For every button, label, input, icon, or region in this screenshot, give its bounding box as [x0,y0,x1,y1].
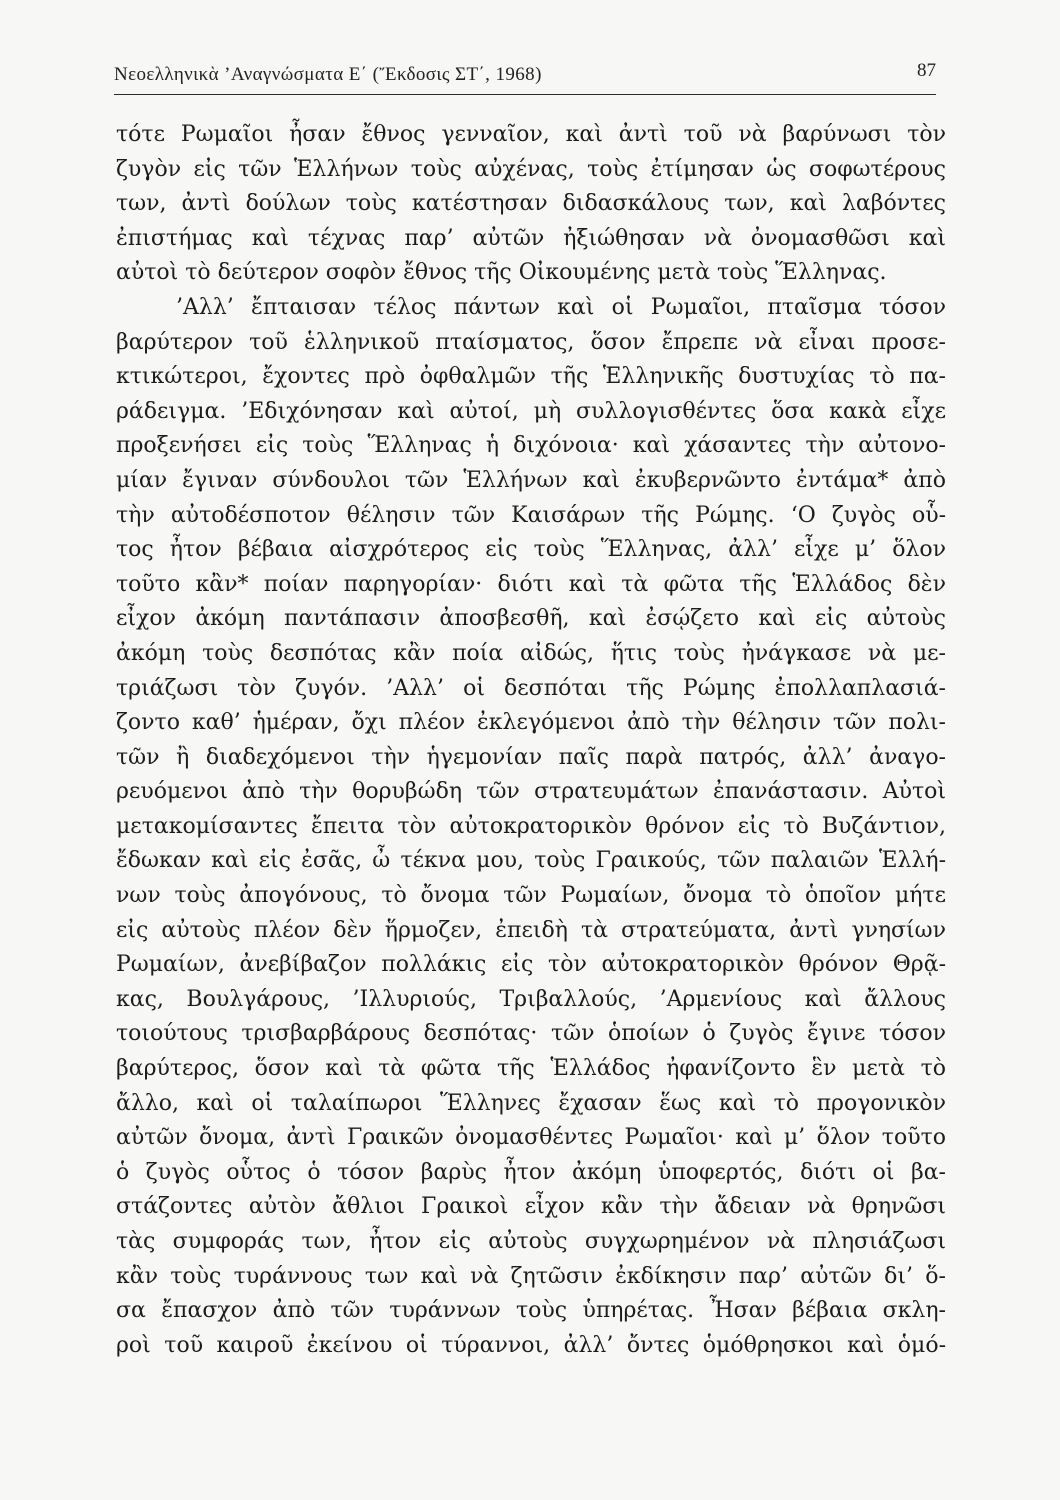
page-header [114,60,936,95]
text-line: ἔδωκαν καὶ εἰς ἐσᾶς, ὦ τέκνα μου, τοὺς Γραικούς, τῶν παλαιῶν Ἑλλή- [116,848,946,874]
text-line: εἰς αὐτοὺς πλέον δὲν ἥρμοζεν, ἐπειδὴ τὰ στρατεύματα, ἀντὶ γνησίων [116,917,946,943]
text-line: αὐτῶν ὄνομα, ἀντὶ Γραικῶν ὀνομασθέντες Ρωμαῖοι· καὶ μ’ ὅλον τοῦτο [116,1125,946,1151]
text-line: ἐπιστήμας καὶ τέχνας παρ’ αὐτῶν ἠξιώθησαν νὰ ὀνομασθῶσι καὶ [116,225,946,251]
text-line: ’Αλλ’ ἔπταισαν τέλος πάντων καὶ οἱ Ρωμαῖοι, πταῖσμα τόσον [176,294,946,320]
text-line: σα ἔπασχον ἀπὸ τῶν τυράννων τοὺς ὑπηρέτας. Ἦσαν βέβαια σκλη- [116,1298,946,1324]
text-line: κτικώτεροι, ἔχοντες πρὸ ὀφθαλμῶν τῆς Ἑλληνικῆς δυστυχίας τὸ πα- [116,364,946,390]
running-head: Νεοελληνικὰ ’Αναγνώσματα Ε΄ (Ἔκδοσις ΣΤ΄, 1968) [114,64,542,85]
body-text [116,118,946,1363]
text-line: βαρύτερον τοῦ ἑλληνικοῦ πταίσματος, ὅσον ἔπρεπε νὰ εἶναι προσε- [116,329,946,355]
text-line: ράδειγμα. ’Εδιχόνησαν καὶ αὐτοί, μὴ συλλογισθέντες ὅσα κακὰ εἶχε [116,398,946,424]
text-line: ἄλλο, καὶ οἱ ταλαίπωροι Ἕλληνες ἔχασαν ἕως καὶ τὸ προγονικὸν [116,1090,946,1116]
text-line: ἀκόμη τοὺς δεσπότας κἂν ποία αἰδώς, ἥτις τοὺς ἠνάγκασε νὰ με- [116,640,946,666]
text-line: τότε Ρωμαῖοι ἦσαν ἔθνος γενναῖον, καὶ ἀντὶ τοῦ νὰ βαρύνωσι τὸν [116,122,946,147]
text-line: τῶν ἢ διαδεχόμενοι τὴν ἡγεμονίαν παῖς παρὰ πατρός, ἀλλ’ ἀναγο- [116,744,946,770]
text-line: νων τοὺς ἀπογόνους, τὸ ὄνομα τῶν Ρωμαίων, ὄνομα τὸ ὁποῖον μήτε [116,883,946,909]
text-line: ζοντο καθ’ ἡμέραν, ὄχι πλέον ἐκλεγόμενοι ἀπὸ τὴν θέλησιν τῶν πολι- [116,710,946,736]
text-line: στάζοντες αὐτὸν ἄθλιοι Γραικοὶ εἶχον κἂν τὴν ἄδειαν νὰ θρηνῶσι [116,1194,946,1220]
text-line: ροὶ τοῦ καιροῦ ἐκείνου οἱ τύραννοι, ἀλλ’ ὄντες ὁμόθρησκοι καὶ ὁμό- [116,1332,946,1358]
text-line: τοῦτο κἂν* ποίαν παρηγορίαν· διότι καὶ τὰ φῶτα τῆς Ἑλλάδος δὲν [116,571,946,597]
text-line: βαρύτερος, ὅσον καὶ τὰ φῶτα τῆς Ἑλλάδος ἠφανίζοντο ἓν μετὰ τὸ [116,1056,946,1082]
text-line: τοιούτους τρισβαρβάρους δεσπότας· τῶν ὁποίων ὁ ζυγὸς ἔγινε τόσον [116,1021,946,1047]
text-line: των, ἀντὶ δούλων τοὺς κατέστησαν διδασκάλους των, καὶ λαβόντες [116,191,946,217]
text-line: εἶχον ἀκόμη παντάπασιν ἀποσβεσθῆ, καὶ ἐσῴζετο καὶ εἰς αὐτοὺς [116,606,946,632]
text-line: Ρωμαίων, ἀνεβίβαζον πολλάκις εἰς τὸν αὐτοκρατορικὸν θρόνον Θρᾷ- [116,952,946,978]
text-line: κας, Βουλγάρους, ’Ιλλυριούς, Τριβαλλούς, ’Αρμενίους καὶ ἄλλους [116,986,946,1012]
text-line: τριάζωσι τὸν ζυγόν. ’Αλλ’ οἱ δεσπόται τῆς Ρώμης ἐπολλαπλασιά- [116,675,946,701]
text-line: μετακομίσαντες ἔπειτα τὸν αὐτοκρατορικὸν θρόνον εἰς τὸ Βυζάντιον, [116,813,946,839]
text-line: τος ἦτον βέβαια αἰσχρότερος εἰς τοὺς Ἕλληνας, ἀλλ’ εἶχε μ’ ὅλον [116,537,946,563]
page-number: 87 [917,60,936,81]
text-line: ὁ ζυγὸς οὗτος ὁ τόσον βαρὺς ἦτον ἀκόμη ὑποφερτός, διότι οἱ βα- [116,1159,946,1185]
text-line: ζυγὸν εἰς τῶν Ἑλλήνων τοὺς αὐχένας, τοὺς ἐτίμησαν ὡς σοφωτέρους [116,156,946,182]
text-line: μίαν ἔγιναν σύνδουλοι τῶν Ἑλλήνων καὶ ἐκυβερνῶντο ἐντάμα* ἀπὸ [116,467,946,493]
text-line: αὐτοὶ τὸ δεύτερον σοφὸν ἔθνος τῆς Οἰκουμένης μετὰ τοὺς Ἕλληνας. [116,260,887,286]
text-line: τὰς συμφοράς των, ἦτον εἰς αὐτοὺς συγχωρημένον νὰ πλησιάζωσι [116,1229,946,1254]
text-line: προξενήσει εἰς τοὺς Ἕλληνας ἡ διχόνοια· καὶ χάσαντες τὴν αὐτονο- [116,433,946,459]
text-line: τὴν αὐτοδέσποτον θέλησιν τῶν Καισάρων τῆς Ρώμης. ‘Ο ζυγὸς οὗ- [116,502,946,528]
text-line: κἂν τοὺς τυράννους των καὶ νὰ ζητῶσιν ἐκδίκησιν παρ’ αὐτῶν δι’ ὅ- [116,1263,946,1289]
text-line: ρευόμενοι ἀπὸ τὴν θορυβώδη τῶν στρατευμάτων ἐπανάστασιν. Αὐτοὶ [116,779,946,805]
